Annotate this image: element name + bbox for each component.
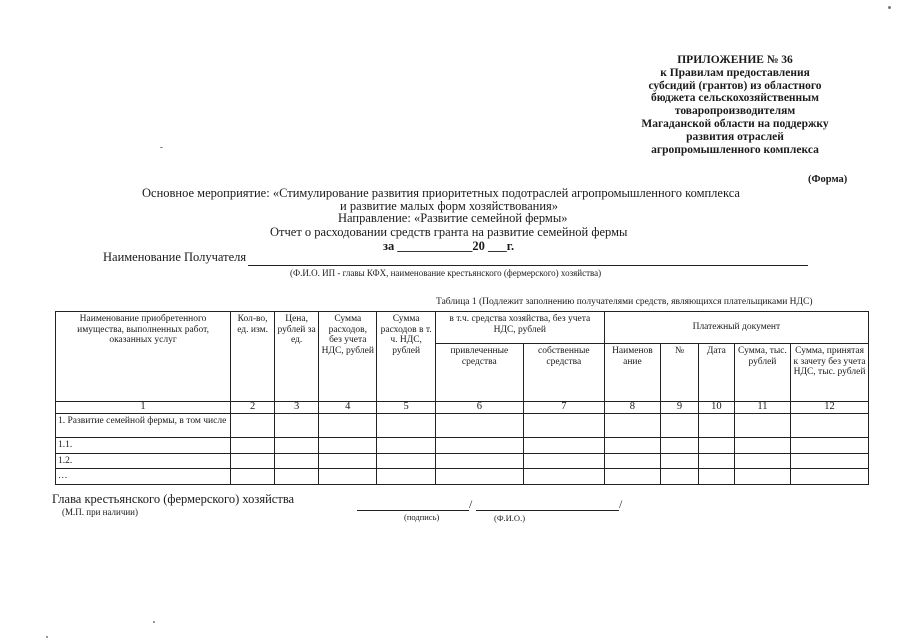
header-doc-no: № <box>661 344 699 402</box>
table-cell[interactable] <box>791 453 869 469</box>
table-cell[interactable] <box>319 438 377 454</box>
column-number: 7 <box>523 402 604 414</box>
table-cell[interactable] <box>231 469 275 485</box>
recipient-label: Наименование Получателя <box>103 250 247 264</box>
row-label: 1. Развитие семейной фермы, в том числе <box>56 414 231 438</box>
header-qty: Кол-во, ед. изм. <box>231 312 275 402</box>
table-cell[interactable] <box>377 414 435 438</box>
column-number: 9 <box>661 402 699 414</box>
header-doc-sum: Сумма, тыс. рублей <box>734 344 790 402</box>
table-cell[interactable] <box>661 469 699 485</box>
table-cell[interactable] <box>734 453 790 469</box>
table-cell[interactable] <box>791 438 869 454</box>
appendix-title: ПРИЛОЖЕНИЕ № 36 <box>677 54 793 66</box>
column-number: 5 <box>377 402 435 414</box>
expense-report-table <box>55 311 869 485</box>
table-cell[interactable] <box>734 414 790 438</box>
table-cell[interactable] <box>275 438 319 454</box>
header-doc-date: Дата <box>698 344 734 402</box>
table-cell[interactable] <box>523 469 604 485</box>
signature-title: Глава крестьянского (фермерского) хозяйства <box>52 492 295 506</box>
scan-speck <box>46 636 48 638</box>
scan-speck <box>153 621 155 623</box>
table-row <box>56 453 869 469</box>
scan-speck <box>888 6 891 9</box>
header-own-funds-group: в т.ч. средства хозяйства, без учета НДС, рублей <box>435 312 604 344</box>
form-label: (Форма) <box>808 174 848 185</box>
measure-line-2: и развитие малых форм хозяйствования» <box>340 199 559 213</box>
column-number: 11 <box>734 402 790 414</box>
header-attracted: привлеченные средства <box>435 344 523 402</box>
signature-line[interactable] <box>357 510 469 511</box>
column-number: 10 <box>698 402 734 414</box>
table-cell[interactable] <box>661 414 699 438</box>
column-number: 12 <box>791 402 869 414</box>
column-number: 3 <box>275 402 319 414</box>
table-cell[interactable] <box>231 414 275 438</box>
table-cell[interactable] <box>231 453 275 469</box>
table-row <box>56 469 869 485</box>
table-cell[interactable] <box>523 453 604 469</box>
table-cell[interactable] <box>319 453 377 469</box>
table-cell[interactable] <box>698 453 734 469</box>
table-note: Таблица 1 (Подлежит заполнению получателями средств, являющихся плательщиками НДС) <box>436 297 813 307</box>
table-cell[interactable] <box>377 453 435 469</box>
column-number: 6 <box>435 402 523 414</box>
direction-line: Направление: «Развитие семейной фермы» <box>338 211 568 225</box>
column-number-row <box>56 402 869 414</box>
header-doc-credit: Сумма, принятая к зачету без учета НДС, тыс. рублей <box>791 344 869 402</box>
table-cell[interactable] <box>604 414 660 438</box>
scan-speck <box>160 147 163 148</box>
fio-hint: (Ф.И.О.) <box>494 513 526 523</box>
table-cell[interactable] <box>661 438 699 454</box>
recipient-hint: (Ф.И.О. ИП - главы КФХ, наименование крестьянского (фермерского) хозяйства) <box>290 268 602 278</box>
appendix-line: агропромышленного комплекса <box>651 143 819 156</box>
appendix-line: бюджета сельскохозяйственным <box>651 92 819 105</box>
column-number: 2 <box>231 402 275 414</box>
table-row <box>56 438 869 454</box>
table-cell[interactable] <box>435 414 523 438</box>
row-label: … <box>56 469 231 485</box>
recipient-input-line[interactable] <box>248 265 808 266</box>
fio-separator: / <box>619 497 623 511</box>
report-period: за ____________20 ___г. <box>383 239 515 253</box>
signature-separator: / <box>469 497 473 511</box>
table-cell[interactable] <box>734 438 790 454</box>
table-cell[interactable] <box>377 469 435 485</box>
header-price: Цена, рублей за ед. <box>275 312 319 402</box>
signature-hint: (подпись) <box>404 512 440 522</box>
table-cell[interactable] <box>377 438 435 454</box>
appendix-line: Магаданской области на поддержку <box>641 117 829 130</box>
column-number: 4 <box>319 402 377 414</box>
table-cell[interactable] <box>435 453 523 469</box>
table-cell[interactable] <box>435 438 523 454</box>
table-cell[interactable] <box>604 469 660 485</box>
header-name: Наименование приобретенного имущества, выполненных работ, оказанных услуг <box>56 312 231 402</box>
header-own: собственные средства <box>523 344 604 402</box>
table-cell[interactable] <box>734 469 790 485</box>
table-cell[interactable] <box>231 438 275 454</box>
table-cell[interactable] <box>435 469 523 485</box>
appendix-line: товаропроизводителям <box>674 105 796 118</box>
row-label: 1.2. <box>56 453 231 469</box>
table-cell[interactable] <box>275 414 319 438</box>
header-sum-no-vat: Сумма расходов, без учета НДС, рублей <box>319 312 377 402</box>
stamp-note: (М.П. при наличии) <box>62 507 138 517</box>
table-cell[interactable] <box>275 469 319 485</box>
report-title: Отчет о расходовании средств гранта на развитие семейной фермы <box>270 225 628 239</box>
fio-line[interactable] <box>476 510 619 511</box>
table-cell[interactable] <box>698 414 734 438</box>
measure-line-1: Основное мероприятие: «Стимулирование развития приоритетных подотраслей агропромышленного комплекса <box>142 186 740 200</box>
row-label: 1.1. <box>56 438 231 454</box>
table-row <box>56 414 869 438</box>
appendix-block <box>620 54 850 156</box>
table-cell[interactable] <box>791 414 869 438</box>
header-sum-vat: Сумма расходов в т. ч. НДС, рублей <box>377 312 435 402</box>
table-cell[interactable] <box>523 414 604 438</box>
table-cell[interactable] <box>661 453 699 469</box>
appendix-line: к Правилам предоставления <box>660 66 810 79</box>
table-cell[interactable] <box>698 469 734 485</box>
column-number: 8 <box>604 402 660 414</box>
header-payment-group: Платежный документ <box>604 312 868 344</box>
appendix-line: развития отраслей <box>686 130 784 143</box>
column-number: 1 <box>56 402 231 414</box>
table-cell[interactable] <box>523 438 604 454</box>
table-cell[interactable] <box>604 438 660 454</box>
table-cell[interactable] <box>604 453 660 469</box>
table-cell[interactable] <box>275 453 319 469</box>
table-cell[interactable] <box>319 469 377 485</box>
table-cell[interactable] <box>698 438 734 454</box>
header-doc-name: Наименов ание <box>604 344 660 402</box>
appendix-line: субсидий (грантов) из областного <box>648 79 822 92</box>
table-cell[interactable] <box>791 469 869 485</box>
table-cell[interactable] <box>319 414 377 438</box>
